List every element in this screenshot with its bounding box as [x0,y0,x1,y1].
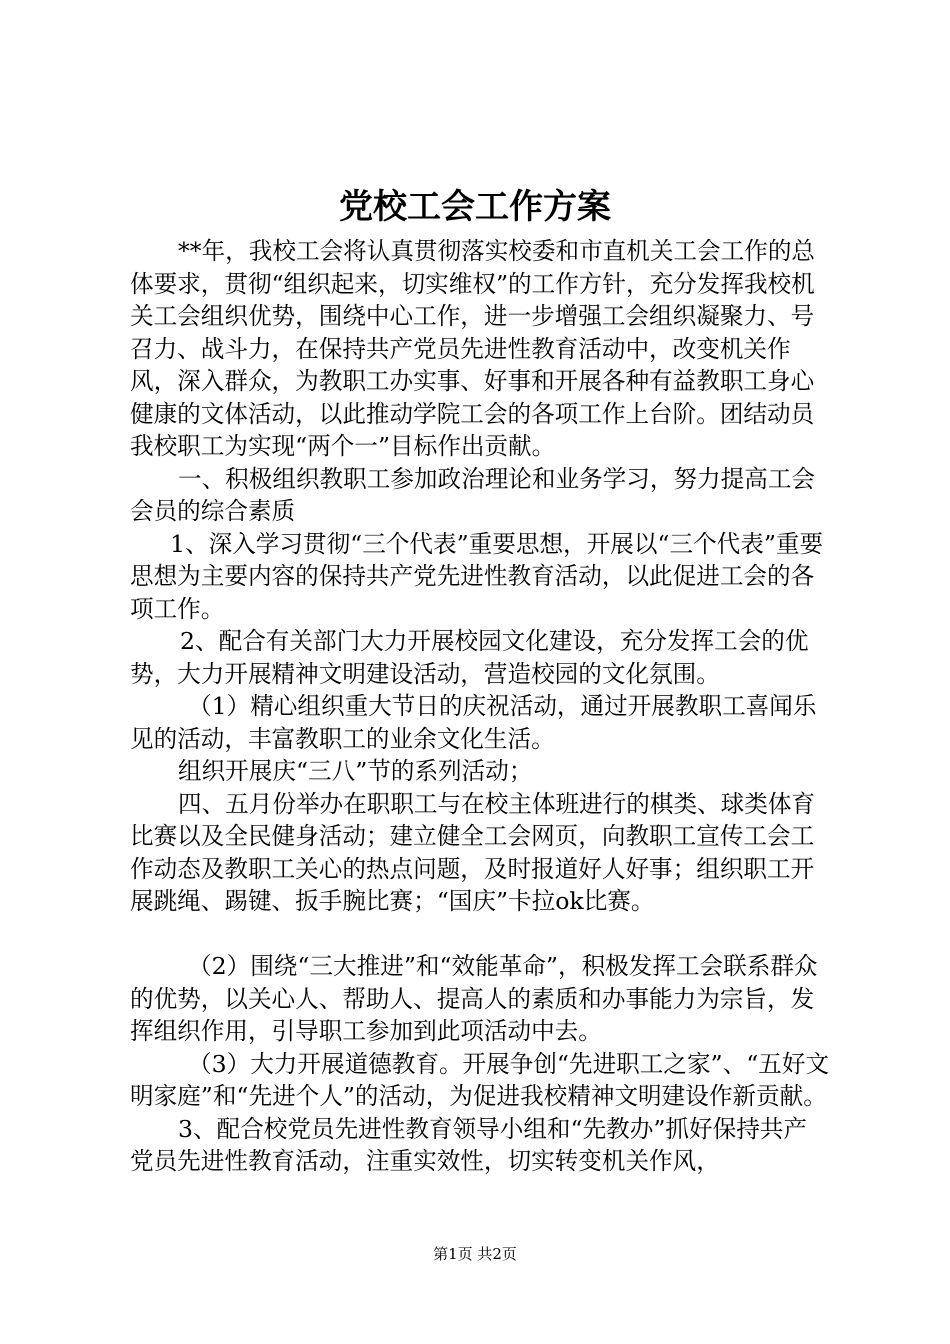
paragraph-april-may: 四、五月份举办在职职工与在校主体班进行的棋类、球类体育比赛以及全民健身活动；建立健全工会网页，向教职工宣传工会工作动态及教职工关心的热点问题，及时报道好人好事；组织职工开展跳绳、踢键、扳手腕比赛；“国庆”卡拉ok比赛。 [130,789,816,915]
paragraph-intro: **年，我校工会将认真贯彻落实校委和市直机关工会工作的总体要求，贯彻“组织起来，切实维权”的工作方针，充分发挥我校机关工会组织优势，围绕中心工作，进一步增强工会组织凝聚力、号召力、战斗力，在保持共产党员先进性教育活动中，改变机关作风，深入群众，为教职工办实事、好事和开展各种有益教职工身心健康的文体活动，以此推动学院工会的各项工作上台阶。团结动员我校职工为实现“两个一”目标作出贡献。 [130,237,816,460]
paragraph-march-8: 组织开展庆“三八”节的系列活动； [178,757,533,785]
paragraph-subitem-3: （3）大力开展道德教育。开展争创“先进职工之家”、“五好文明家庭”和“先进个人”的活动，为促进我校精神文明建设作新贡献。 [130,1049,830,1110]
paragraph-subitem-2: （2）围绕“三大推进”和“效能革命”，积极发挥工会联系群众的优势，以关心人、帮助人、提高人的素质和办事能力为宗旨，发挥组织作用，引导职工参加到此项活动中去。 [130,952,818,1045]
paragraph-item-2: 2、配合有关部门大力开展校园文化建设，充分发挥工会的优势，大力开展精神文明建设活动，营造校园的文化氛围。 [130,627,809,688]
paragraph-subitem-1: （1）精心组织重大节日的庆祝活动，通过开展教职工喜闻乐见的活动，丰富教职工的业余文化生活。 [130,692,817,753]
page-footer: 第1页 共2页 [433,1245,517,1263]
paragraph-item-1: 1、深入学习贯彻“三个代表”重要思想，开展以“三个代表”重要思想为主要内容的保持共产党先进性教育活动，以此促进工会的各项工作。 [130,529,824,623]
document-title: 党校工会工作方案 [339,187,611,227]
document-body [130,235,830,1178]
paragraph-item-3: 3、配合校党员先进性教育领导小组和“先教办”抓好保持共产党员先进性教育活动，注重实效性，切实转变机关作风， [130,1114,807,1175]
blank-line [130,918,830,951]
section-heading-1: 一、积极组织教职工参加政治理论和业务学习，努力提高工会会员的综合素质 [130,464,816,525]
